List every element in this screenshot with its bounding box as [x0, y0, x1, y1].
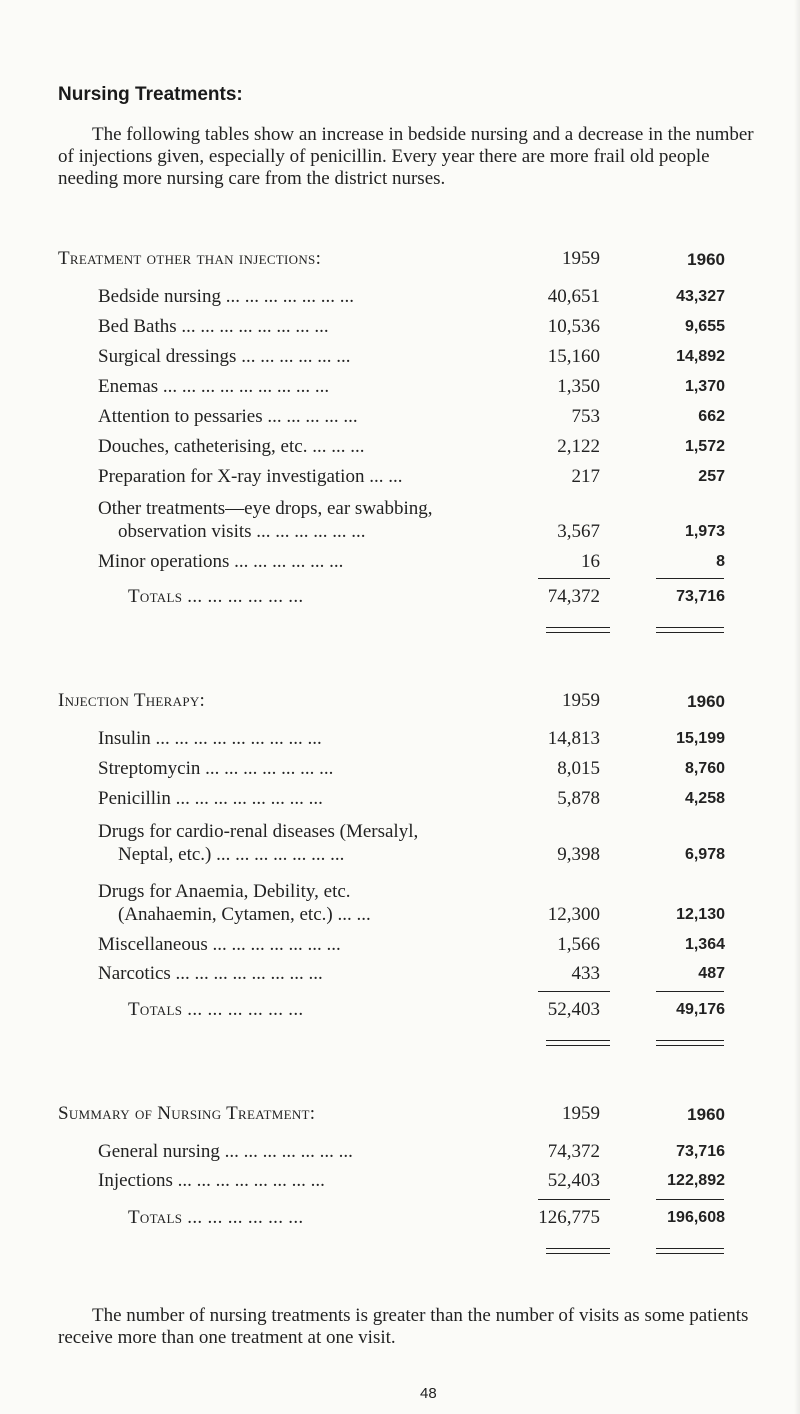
row-label: Preparation for X-ray investigation ... ... [98, 466, 403, 487]
value-1960: 14,892 [676, 348, 725, 365]
table-row [0, 405, 800, 429]
closing-text: The number of nursing treatments is greater than the number of visits as some patients receive more than one treatment at one visit. [58, 1305, 749, 1348]
row-label: Miscellaneous ... ... ... ... ... ... ... [98, 934, 341, 955]
value-1959: 3,567 [557, 521, 600, 542]
table-row [0, 465, 800, 489]
table-row [0, 880, 800, 928]
intro-text: The following tables show an increase in bedside nursing and a decrease in the number of injections given, especially of penicillin. Every year there are more frail old people needing more nursing care from the district nurses. [58, 124, 754, 189]
totals-row [0, 585, 800, 609]
row-label-line1: Drugs for Anaemia, Debility, etc. [98, 881, 351, 902]
table-row [0, 1140, 800, 1164]
value-1959: 16 [581, 551, 600, 572]
row-label-line1: Drugs for cardio-renal diseases (Mersalyl, [98, 821, 419, 842]
row-label: Injections ... ... ... ... ... ... ... ... [98, 1170, 325, 1191]
total-1959: 126,775 [538, 1207, 600, 1228]
value-1959: 2,122 [557, 436, 600, 457]
double-rule [546, 1040, 610, 1046]
row-label [98, 497, 528, 543]
row-label [98, 820, 528, 866]
page-number: 48 [420, 1385, 437, 1402]
table-row [0, 345, 800, 369]
table-row [0, 550, 800, 574]
table-row [0, 315, 800, 339]
value-1960: 4,258 [684, 790, 725, 807]
injection-year-1959: 1959 [562, 690, 600, 711]
closing-paragraph [58, 1305, 798, 1349]
page-heading: Nursing Treatments: [58, 84, 243, 105]
page-edge-shadow [794, 0, 800, 1414]
value-1960: 662 [698, 408, 725, 425]
value-1959: 433 [571, 963, 600, 984]
injection-year-1960: 1960 [687, 692, 725, 711]
value-1960: 1,572 [684, 438, 725, 455]
row-label: Bed Baths ... ... ... ... ... ... ... ... [98, 316, 329, 337]
subtotal-rule [538, 991, 610, 992]
total-1959: 52,403 [547, 999, 600, 1020]
total-1960: 196,608 [667, 1209, 725, 1226]
value-1959: 217 [571, 466, 600, 487]
row-label: Bedside nursing ... ... ... ... ... ... ... [98, 286, 354, 307]
injection-table-title: Injection Therapy: [58, 690, 206, 711]
value-1959: 12,300 [547, 904, 600, 925]
subtotal-rule [538, 1199, 610, 1200]
row-label: Enemas ... ... ... ... ... ... ... ... ... [98, 376, 330, 397]
value-1959: 15,160 [547, 346, 600, 367]
value-1959: 14,813 [547, 728, 600, 749]
double-rule [546, 627, 610, 633]
summary-table-title: Summary of Nursing Treatment: [58, 1103, 316, 1124]
table-row [0, 375, 800, 399]
value-1960: 12,130 [676, 906, 725, 923]
value-1960: 73,716 [676, 1143, 725, 1160]
row-label: Douches, catheterising, etc. ... ... ... [98, 436, 365, 457]
table-row [0, 933, 800, 957]
row-label: Surgical dressings ... ... ... ... ... ... [98, 346, 351, 367]
table-row [0, 727, 800, 751]
value-1959: 10,536 [547, 316, 600, 337]
value-1959: 1,350 [557, 376, 600, 397]
totals-label: Totals ... ... ... ... ... ... [128, 999, 304, 1020]
row-label: General nursing ... ... ... ... ... ... ... [98, 1141, 353, 1162]
row-label-line2: observation visits ... ... ... ... ... ... [118, 521, 366, 542]
row-label: Streptomycin ... ... ... ... ... ... ... [98, 758, 334, 779]
row-label-line1: Other treatments—eye drops, ear swabbing, [98, 498, 433, 519]
total-1960: 49,176 [676, 1001, 725, 1018]
table-row [0, 497, 800, 545]
value-1959: 5,878 [557, 788, 600, 809]
row-label: Insulin ... ... ... ... ... ... ... ... ... [98, 728, 322, 749]
table-row [0, 435, 800, 459]
value-1959: 753 [571, 406, 600, 427]
double-rule [546, 1248, 610, 1254]
value-1960: 6,978 [684, 846, 725, 863]
value-1960: 1,364 [684, 936, 725, 953]
total-1960: 73,716 [676, 588, 725, 605]
intro-paragraph [58, 124, 766, 190]
value-1960: 1,973 [684, 523, 725, 540]
treatment-year-1959: 1959 [562, 248, 600, 269]
subtotal-rule [656, 578, 724, 579]
value-1960: 1,370 [684, 378, 725, 395]
row-label: Minor operations ... ... ... ... ... ... [98, 551, 344, 572]
subtotal-rule [538, 578, 610, 579]
summary-year-1960: 1960 [687, 1105, 725, 1124]
totals-label: Totals ... ... ... ... ... ... [128, 1207, 304, 1228]
value-1960: 8,760 [684, 760, 725, 777]
totals-row [0, 1206, 800, 1230]
totals-row [0, 998, 800, 1022]
value-1959: 8,015 [557, 758, 600, 779]
treatment-table-title: Treatment other than injections: [58, 248, 322, 269]
row-label-line2: (Anahaemin, Cytamen, etc.) ... ... [118, 904, 371, 925]
double-rule [656, 627, 724, 633]
table-row [0, 285, 800, 309]
double-rule [656, 1248, 724, 1254]
value-1960: 15,199 [676, 730, 725, 747]
subtotal-rule [656, 991, 724, 992]
subtotal-rule [656, 1199, 724, 1200]
value-1959: 1,566 [557, 934, 600, 955]
value-1959: 74,372 [547, 1141, 600, 1162]
treatment-year-1960: 1960 [687, 250, 725, 269]
row-label: Penicillin ... ... ... ... ... ... ... ... [98, 788, 323, 809]
row-label: Narcotics ... ... ... ... ... ... ... ... [98, 963, 323, 984]
totals-label: Totals ... ... ... ... ... ... [128, 586, 304, 607]
value-1960: 9,655 [684, 318, 725, 335]
row-label: Attention to pessaries ... ... ... ... ... [98, 406, 358, 427]
value-1959: 40,651 [547, 286, 600, 307]
table-row [0, 1169, 800, 1193]
row-label [98, 880, 528, 926]
value-1960: 8 [716, 553, 725, 570]
table-row [0, 757, 800, 781]
total-1959: 74,372 [547, 586, 600, 607]
value-1960: 487 [698, 965, 725, 982]
value-1960: 257 [698, 468, 725, 485]
value-1959: 52,403 [547, 1170, 600, 1191]
value-1960: 43,327 [676, 288, 725, 305]
double-rule [656, 1040, 724, 1046]
table-row [0, 820, 800, 868]
value-1959: 9,398 [557, 844, 600, 865]
summary-year-1959: 1959 [562, 1103, 600, 1124]
value-1960: 122,892 [667, 1172, 725, 1189]
row-label-line2: Neptal, etc.) ... ... ... ... ... ... ... [118, 844, 345, 865]
table-row [0, 787, 800, 811]
table-row [0, 962, 800, 986]
